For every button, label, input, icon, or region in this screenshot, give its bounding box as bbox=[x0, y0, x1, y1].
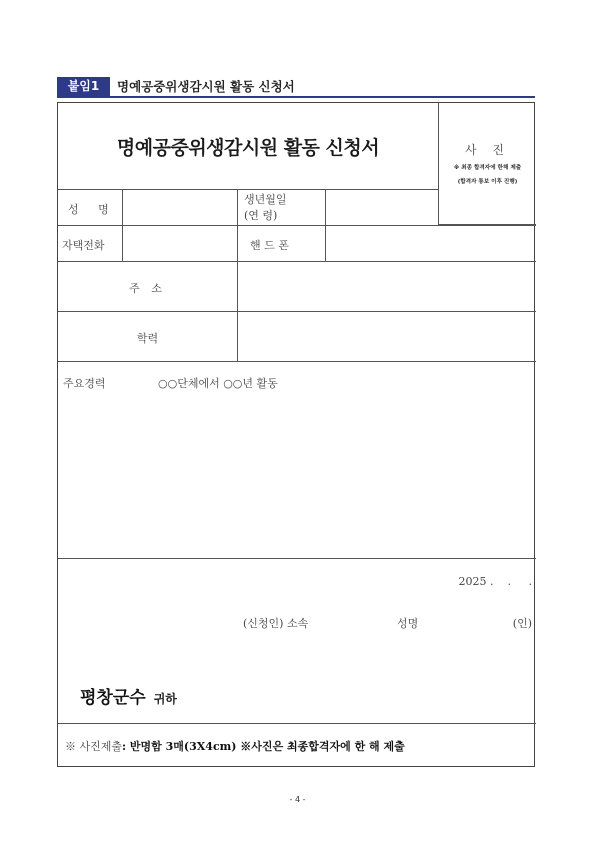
attachment-header bbox=[57, 75, 535, 97]
addressee-name: 평창군수 bbox=[80, 688, 146, 708]
career-example: ○○단체에서 ○○년 활동 bbox=[158, 377, 278, 390]
age-label: (연 령) bbox=[244, 209, 278, 222]
education-field[interactable] bbox=[238, 312, 536, 361]
addressee-honorific: 귀하 bbox=[153, 692, 177, 706]
footnote-prefix: ※ 사진제출 bbox=[65, 740, 123, 753]
birth-label: 생년월일 bbox=[244, 193, 287, 206]
name-field[interactable] bbox=[123, 190, 237, 225]
career-bottom-line bbox=[58, 558, 536, 559]
seal-label: (인) bbox=[512, 617, 532, 630]
form-title: 명예공중위생감시원 활동 신청서 bbox=[116, 136, 380, 159]
photo-note: ※ 최종 합격자에 한해 제출 bbox=[453, 165, 522, 171]
home-phone-field[interactable] bbox=[123, 226, 237, 261]
header-rule bbox=[57, 96, 535, 98]
birth-field[interactable] bbox=[326, 190, 438, 225]
photo-label: 사 진 bbox=[465, 143, 510, 157]
photo-footnote bbox=[65, 738, 405, 754]
application-form bbox=[57, 102, 535, 767]
addressee bbox=[80, 683, 177, 708]
row4-bottom-line bbox=[58, 361, 536, 362]
applicant-name-label: 성명 bbox=[397, 617, 419, 630]
footnote-text: : 반명함 3매(3X4cm) ※사진은 최종합격자에 한 해 제출 bbox=[122, 740, 405, 753]
applicant-affiliation-label: (신청인) 소속 bbox=[243, 617, 309, 630]
name-label: 성 명 bbox=[68, 203, 117, 216]
page-number: - 4 - bbox=[289, 795, 306, 804]
career-field[interactable] bbox=[58, 393, 536, 558]
attachment-tag: 붙임1 bbox=[57, 77, 110, 96]
mobile-phone-label: 핸 드 폰 bbox=[250, 239, 289, 252]
photo-note-sub: (합격자 통보 이후 진행) bbox=[457, 179, 518, 185]
application-date: 2025 . . . bbox=[458, 575, 532, 588]
header-title: 명예공중위생감시원 활동 신청서 bbox=[117, 79, 295, 94]
education-label: 학력 bbox=[136, 332, 159, 345]
home-phone-label: 자택전화 bbox=[62, 239, 105, 252]
footnote-top-line bbox=[58, 723, 536, 724]
career-label: 주요경력 bbox=[63, 377, 106, 390]
address-label: 주 소 bbox=[129, 282, 166, 295]
address-field[interactable] bbox=[238, 262, 536, 311]
mobile-phone-field[interactable] bbox=[326, 226, 536, 261]
